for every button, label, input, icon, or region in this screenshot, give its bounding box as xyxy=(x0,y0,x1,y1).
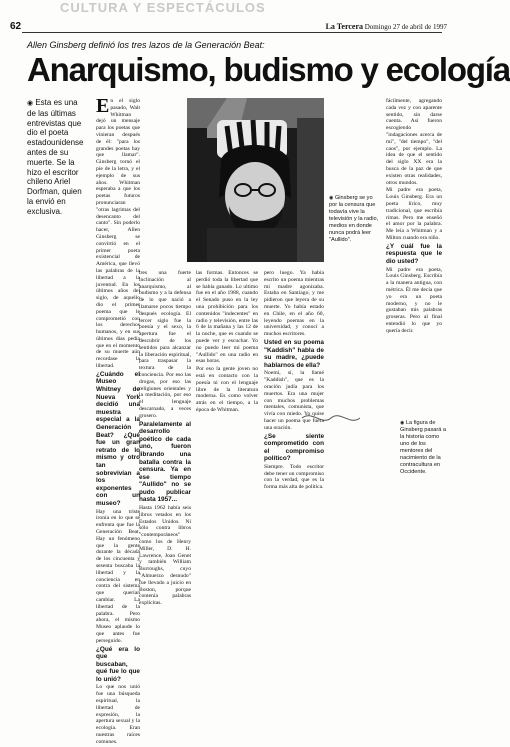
col3-p2: Por eso la gente joven no está en contacto con la poesía ni con el lenguaje libre de la literatura moderna. Es como volver atrás en el tiempo, a la época de Whitman. xyxy=(196,366,258,413)
masthead xyxy=(326,22,447,31)
section-title: CULTURA Y ESPECTÁCULOS xyxy=(60,0,266,15)
col5-p1: fácilmente, agregando cada vez y con aparente sentido, sin darse cuenta. Así fueron escogiendo "indagaciones acerca de mí", "del tiempo", "del caos", por ejemplo. La idea de que el sentido del siglo XX era la busca de la paz de que existen otras realidades, otros mundos. xyxy=(386,98,442,186)
drop-cap: E xyxy=(96,95,110,117)
ornament-icon xyxy=(300,408,362,428)
col4-p1: pero luego. Ya había escrito un poema mientras mi madre agonizaba. Estaba en Santiago, y me pidieron que leyera de su muerte. Yo había estado en Chile, en el año 60, leyendo poemas en la universidad, y conocí a muchos escritores. xyxy=(264,270,324,338)
col1-p2: Hay una triste ironía en lo que se enfrenta que fue la Generación Beat. Hay un fenómeno que la gente durante la década de los cincuenta y sesenta buscaba la libertad y la conciencia en contra del sistema que querían cambiar. La libertad de la palabra. Pero ahora, el mismo Museo aplaude lo que antes fue perseguido. xyxy=(96,508,140,644)
intro-bullet-icon: ◉ xyxy=(27,100,34,107)
col5-question-1: ¿Y cuál fue la respuesta que le dio usted? xyxy=(386,242,442,265)
col4-p3: Siempre. Todo escritor debe tener un compromiso con la verdad, que es la forma más alta de política. xyxy=(264,463,324,491)
col5-p2: Mi padre era poeta, Louis Ginsberg. Era un poeta lírico, muy tradicional, que escribía rimas. Pero me enseñó el amor por la palabra. Me leía a Whitman y a Milton cuando era niño. xyxy=(386,187,442,241)
col4-question-1: Usted en su poema "Kaddish" habla de su madre, ¿puede hablarnos de ella? xyxy=(264,338,324,369)
col3-p1: las formas. Entonces se perdió toda la libertad que se había ganado. Lo ultimo fue en el año 1988, cuando el Senado puso en la ley una prohibición para los contenidos "indecentes" en radio y televisión, entre las 6 de la mañana y las 12 de la noche, que es cuando se puede ver y escuchar. Yo no puedo leer mi poema "Aullido" en una radio en esas horas. xyxy=(196,270,258,365)
decorative-ornament xyxy=(300,408,362,428)
header-rule xyxy=(22,32,442,33)
article-intro xyxy=(27,98,87,217)
col2-p2: Hasta 1962 había seis libros vetados en los Estados Unidos. Ni sólo contra libros "contemporáneos" como los de Henry Miller, D. H. Lawrence, Joan Genet y también William Burroughs, cuyo "Almuerzo desnudo" fue llevado a juicio en Boston, porque contenía palabras explícitas. xyxy=(139,505,191,607)
intro-text: Esta es una de las últimas entrevistas que dio el poeta estadounidense antes de su muerte. Se la hizo el escritor chileno Ariel Dorfman, quien la envió en exclusiva. xyxy=(27,98,84,216)
col1-p3: Lo que nos unió fue una búsqueda espiritual, la libertad de expresión, la apertura sexual y la ecología. Eran nuestras raíces comunes. xyxy=(96,684,140,745)
article-column-1 xyxy=(96,95,140,747)
article-headline: Anarquismo, budismo y ecología xyxy=(27,51,510,88)
col2-question-1: Paralelamente al desarrollo poético de cada uno, fueron librando una batalla contra la censura. Ya en ese tiempo "Aullido" no se pudo publicar hasta 1957... xyxy=(139,420,191,504)
col5-p3: Mi padre era poeta, Louis Ginsberg. Escribía a la manera antigua, con métrica. Él me decía que yo era un poeta moderno, y no le gustaban mis palabras groseras. Pero al final entendió lo que yo quería decir. xyxy=(386,266,442,334)
page-header xyxy=(0,0,457,38)
col2-p1: tres una fuerte inclinación al anarquismo, al budismo y a la defensa de lo que nació a llamarse pocos tiempo después ecología. El tercer siglo fue la poesía y el sexo, la apertura fue el descubrir de los sentidos para alcanzar la liberación espiritual, para traspasar la textura de la conciencia. Por eso las drogas, por eso las religiones orientales y la meditación, por eso el lenguaje descarnado, a veces grosero. xyxy=(139,270,191,419)
col4-p2: Noemí, sí, la llamé "Kaddish", que es la oración judía para los muertos. Era una mujer con muchos problemas mentales, comunista, que vivía con miedo. Yo quise hacer un poema que fuera una oración. xyxy=(264,370,324,431)
photo-caption-text: Ginsberg se yo por la censura que todavía vive la televisión y la radio, medios en donde nunca podrá leer "Aullido". xyxy=(329,195,379,243)
col1-p1: En el siglo pasado, Walt Whitman dejó un mensaje para los poetas que vinieran después de él: "para los grandes poetas hay que llamar". Ginsberg tornó el pie de la letra, y el ejemplo de sus años. Whitman esperaba a que los poetas futuros pronunciaran "otras lagrimas del desencanto del canto". Sin poderlo hacer, Allen Ginsberg se convirtió en el primer poeta existencial de América, que llevó las palabras de la libertad a la juventud. En los últimos años del siglo, de aquello dio el primer poema que le comprometió con los derechos humanos, y en sus últimos días pedía que en el momento de su muerte aún recordase la libertad. xyxy=(96,95,140,370)
col4-question-2: ¿Se siente comprometido con el compromiso político? xyxy=(264,432,324,463)
article-column-5 xyxy=(386,98,442,335)
bottom-caption-text: La figura de Ginsberg pasará a la historia como uno de los mentores del nacimiento de la contracultura en Occidente. xyxy=(400,420,447,475)
caption-bullet-icon: ◉ xyxy=(329,195,334,201)
photo-caption xyxy=(329,195,379,244)
article-column-4 xyxy=(264,270,324,492)
article-column-3 xyxy=(196,270,258,415)
page-number: 62 xyxy=(10,21,22,32)
col1-question-1: ¿Cuándo el Museo Whitney de Nueva York decidió una muestra especial a la Generación Beat? ¿Qué fue un gran retrato de lo mismo y otro tan sobrevivían a los exponentes con un museo? xyxy=(96,370,140,507)
ginsberg-photo xyxy=(187,98,324,262)
publication-date: Domingo 27 de abril de 1997 xyxy=(364,23,447,31)
ginsberg-portrait-image xyxy=(187,98,324,262)
article-kicker: Allen Ginsberg definió los tres lazos de la Generación Beat: xyxy=(27,40,265,50)
bottom-caption xyxy=(400,420,448,476)
article-column-2 xyxy=(139,270,191,608)
col1-question-2: ¿Qué era lo que buscaban, qué fue lo que lo unió? xyxy=(96,645,140,683)
bottom-caption-bullet-icon: ◉ xyxy=(400,420,405,426)
newspaper-name: La Tercera xyxy=(325,22,363,31)
